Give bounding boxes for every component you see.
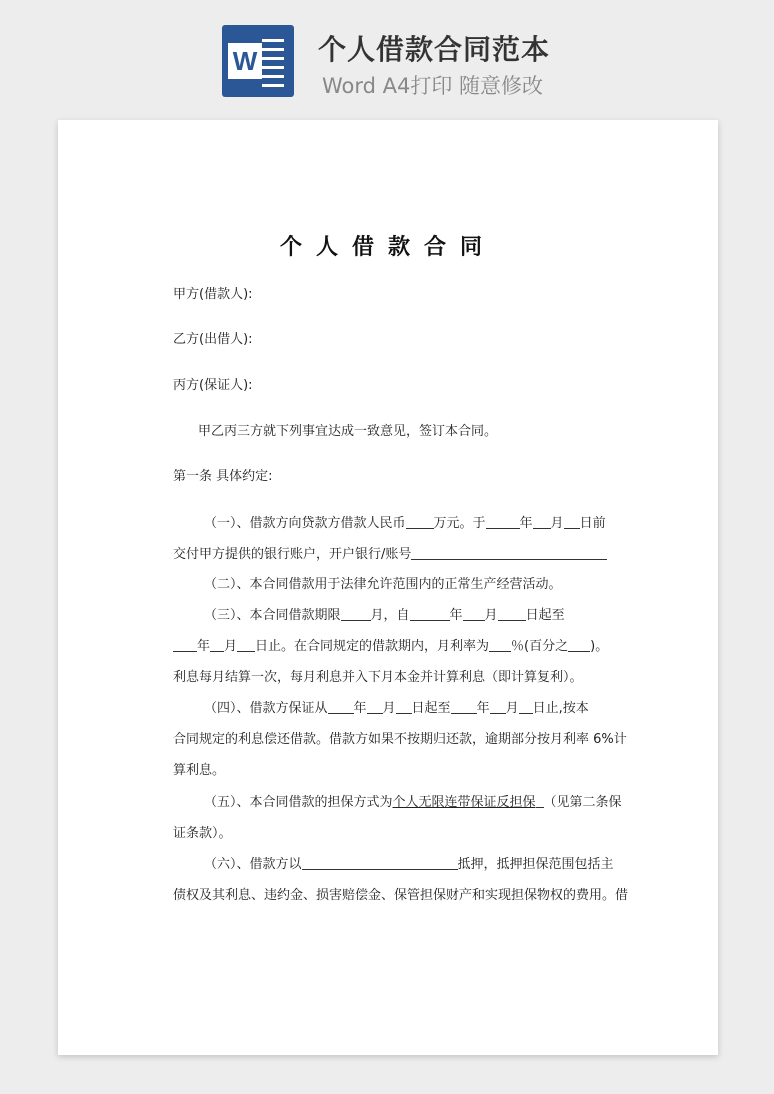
party-b-label: 乙方(出借人):	[173, 332, 253, 347]
document-page	[58, 120, 718, 1055]
clause-3-line-2: 年 月 日止。在合同规定的借款期内，月利率为 ％(百分之 )。	[173, 635, 603, 654]
clause-6-line-2: 债权及其利息、违约金、损害赔偿金、保管担保财产和实现担保物权的费用。借	[173, 888, 629, 903]
word-icon-letter: W	[228, 43, 262, 79]
word-icon	[222, 25, 294, 97]
clause-4: （四）、借款方保证从 年 月 日起至 年 月 日止,按本	[204, 701, 589, 716]
header-subtitle: Word A4打印 随意修改	[322, 74, 544, 98]
party-a-label: 甲方(借款人):	[173, 287, 253, 302]
clause-3: （三）、本合同借款期限 月，自 年 月 日起至	[204, 608, 565, 623]
guarantee-type: 个人无限连带保证反担保	[392, 795, 536, 810]
clause-6: （六）、借款方以 抵押，抵押担保范围包括主	[204, 857, 614, 872]
clause-4-line-3: 算利息。	[173, 763, 226, 778]
page-header	[0, 0, 774, 110]
clause-2: （二）、本合同借款用于法律允许范围内的正常生产经营活动。	[204, 577, 562, 592]
clause-4-line-2: 合同规定的利息偿还借款。借款方如果不按期归还款，逾期部分按月利率 6%计	[173, 732, 627, 747]
clause-1: （一）、借款方向贷款方借款人民币 万元。于 年 月 日前	[204, 516, 606, 531]
article-1-heading: 第一条 具体约定:	[173, 469, 273, 484]
clause-3-line-3: 利息每月结算一次，每月利息并入下月本金并计算利息（即计算复利）。	[173, 670, 583, 685]
clause-5-line-2: 证条款）。	[173, 826, 232, 841]
clause-1-line-2: 交付甲方提供的银行账户，开户银行/账号	[173, 543, 603, 562]
clause-5: （五）、本合同借款的担保方式为个人无限连带保证反担保 （见第二条保	[204, 795, 622, 810]
document-title: 个人借款合同	[279, 235, 496, 260]
intro-text: 甲乙丙三方就下列事宜达成一致意见，签订本合同。	[198, 424, 498, 439]
party-c-label: 丙方(保证人):	[173, 378, 253, 393]
header-title: 个人借款合同范本	[318, 33, 551, 66]
